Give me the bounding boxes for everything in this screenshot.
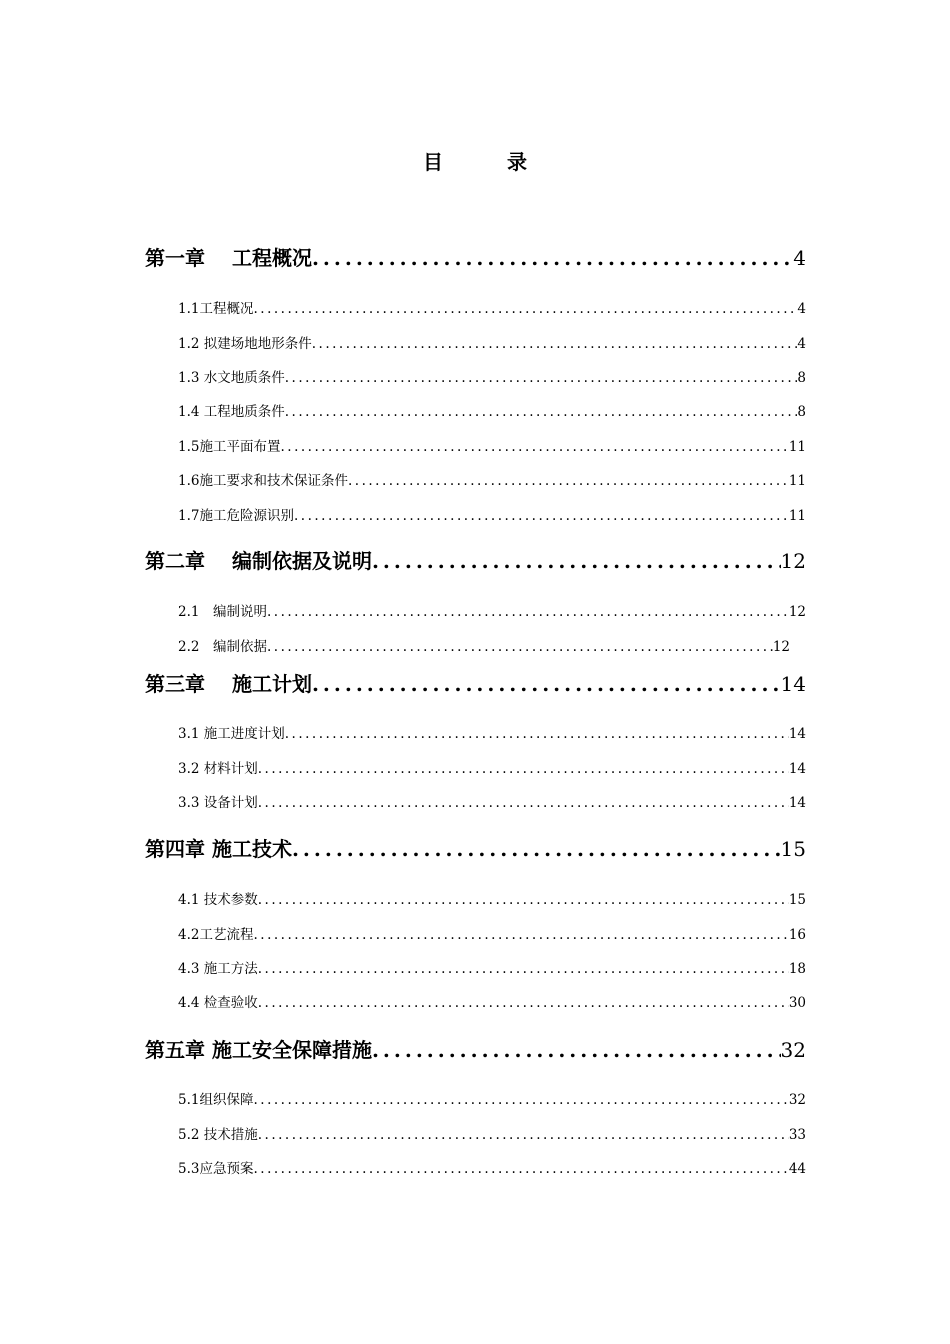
- toc-section-5-3[interactable]: [178, 1157, 806, 1177]
- toc-page-number: 33: [788, 1127, 806, 1143]
- toc-page-number: 14: [788, 726, 806, 742]
- toc-entry-label: 第四章 施工技术: [145, 837, 292, 861]
- toc-leader-dots: [258, 761, 789, 777]
- toc-section-1-6[interactable]: [178, 469, 806, 489]
- toc-leader-dots: [267, 604, 789, 620]
- toc-entry-label: 第一章 工程概况: [145, 246, 312, 270]
- toc-entry-label: 2.2 编制依据: [178, 639, 267, 655]
- toc-leader-dots: [258, 995, 789, 1011]
- toc-page-number: 12: [780, 549, 806, 573]
- toc-entry-label: 1.1工程概况: [178, 301, 254, 317]
- toc-section-1-7[interactable]: [178, 504, 806, 524]
- toc-leader-dots: [312, 246, 793, 270]
- toc-page-number: 44: [788, 1161, 806, 1177]
- toc-chapter-2[interactable]: [145, 545, 806, 574]
- toc-entry-label: 4.2工艺流程: [178, 927, 254, 943]
- toc-entry-label: 4.4 检查验收: [178, 995, 258, 1011]
- toc-chapter-1[interactable]: [145, 242, 806, 271]
- toc-section-3-2[interactable]: [178, 757, 806, 777]
- toc-leader-dots: [312, 336, 798, 352]
- toc-page-number: 11: [788, 439, 806, 455]
- toc-leader-dots: [258, 795, 789, 811]
- toc-section-2-2[interactable]: [178, 635, 790, 655]
- toc-section-5-1[interactable]: [178, 1088, 806, 1108]
- toc-page-number: 14: [780, 672, 806, 696]
- toc-section-1-5[interactable]: [178, 435, 806, 455]
- toc-title: 目 录: [423, 150, 549, 174]
- toc-chapter-4[interactable]: [145, 833, 806, 862]
- toc-page-number: 4: [797, 336, 806, 352]
- toc-leader-dots: [253, 1161, 788, 1177]
- toc-page-number: 30: [788, 995, 806, 1011]
- toc-page-number: 14: [788, 761, 806, 777]
- toc-leader-dots: [285, 726, 789, 742]
- toc-chapter-3[interactable]: [145, 668, 806, 697]
- toc-page-number: 4: [797, 301, 806, 317]
- toc-page-number: 4: [793, 246, 806, 270]
- toc-page-number: 18: [788, 961, 806, 977]
- toc-leader-dots: [253, 1092, 788, 1108]
- toc-leader-dots: [285, 370, 798, 386]
- toc-entry-label: 5.1组织保障: [178, 1092, 254, 1108]
- toc-entry-label: 1.4 工程地质条件: [178, 404, 285, 420]
- toc-leader-dots: [292, 837, 781, 861]
- toc-page-number: 32: [780, 1038, 806, 1062]
- toc-page-number: 14: [788, 795, 806, 811]
- toc-page-number: 32: [788, 1092, 806, 1108]
- toc-page-number: 12: [788, 604, 806, 620]
- toc-section-1-4[interactable]: [178, 400, 806, 420]
- toc-page-number: 16: [788, 927, 806, 943]
- toc-entry-label: 第三章 施工计划: [145, 672, 312, 696]
- toc-section-4-2[interactable]: [178, 923, 806, 943]
- toc-page-number: 11: [788, 473, 806, 489]
- toc-entry-label: 1.2 拟建场地地形条件: [178, 336, 312, 352]
- toc-section-3-3[interactable]: [178, 791, 806, 811]
- toc-chapter-5[interactable]: [145, 1034, 806, 1063]
- toc-page-number: 12: [772, 639, 790, 655]
- toc-entry-label: 1.7施工危险源识别: [178, 508, 294, 524]
- toc-leader-dots: [258, 892, 789, 908]
- toc-entry-label: 3.1 施工进度计划: [178, 726, 285, 742]
- toc-section-4-1[interactable]: [178, 888, 806, 908]
- toc-entry-label: 1.3 水文地质条件: [178, 370, 285, 386]
- toc-entry-label: 1.6施工要求和技术保证条件: [178, 473, 348, 489]
- toc-leader-dots: [267, 639, 773, 655]
- toc-leader-dots: [253, 301, 797, 317]
- toc-page-number: 8: [797, 370, 806, 386]
- toc-page-number: 15: [788, 892, 806, 908]
- toc-leader-dots: [312, 672, 781, 696]
- toc-entry-label: 1.5施工平面布置: [178, 439, 281, 455]
- toc-leader-dots: [294, 508, 789, 524]
- toc-section-1-3[interactable]: [178, 366, 806, 386]
- toc-leader-dots: [258, 961, 789, 977]
- toc-section-5-2[interactable]: [178, 1123, 806, 1143]
- toc-section-4-4[interactable]: [178, 991, 806, 1011]
- toc-leader-dots: [372, 1038, 781, 1062]
- toc-entry-label: 3.3 设备计划: [178, 795, 258, 811]
- toc-entry-label: 2.1 编制说明: [178, 604, 267, 620]
- toc-entry-label: 4.3 施工方法: [178, 961, 258, 977]
- toc-entry-label: 第五章 施工安全保障措施: [145, 1038, 372, 1062]
- toc-entry-label: 5.2 技术措施: [178, 1127, 258, 1143]
- toc-leader-dots: [372, 549, 781, 573]
- toc-page-number: 11: [788, 508, 806, 524]
- toc-section-1-1[interactable]: [178, 297, 806, 317]
- toc-page-number: 8: [797, 404, 806, 420]
- toc-entry-label: 第二章 编制依据及说明: [145, 549, 372, 573]
- toc-entry-label: 4.1 技术参数: [178, 892, 258, 908]
- toc-section-2-1[interactable]: [178, 600, 806, 620]
- toc-page-number: 15: [780, 837, 806, 861]
- toc-leader-dots: [253, 927, 788, 943]
- toc-entry-label: 3.2 材料计划: [178, 761, 258, 777]
- toc-leader-dots: [285, 404, 798, 420]
- toc-section-4-3[interactable]: [178, 957, 806, 977]
- toc-leader-dots: [280, 439, 788, 455]
- toc-leader-dots: [258, 1127, 789, 1143]
- toc-entry-label: 5.3应急预案: [178, 1161, 254, 1177]
- toc-section-1-2[interactable]: [178, 332, 806, 352]
- toc-section-3-1[interactable]: [178, 722, 806, 742]
- toc-leader-dots: [348, 473, 789, 489]
